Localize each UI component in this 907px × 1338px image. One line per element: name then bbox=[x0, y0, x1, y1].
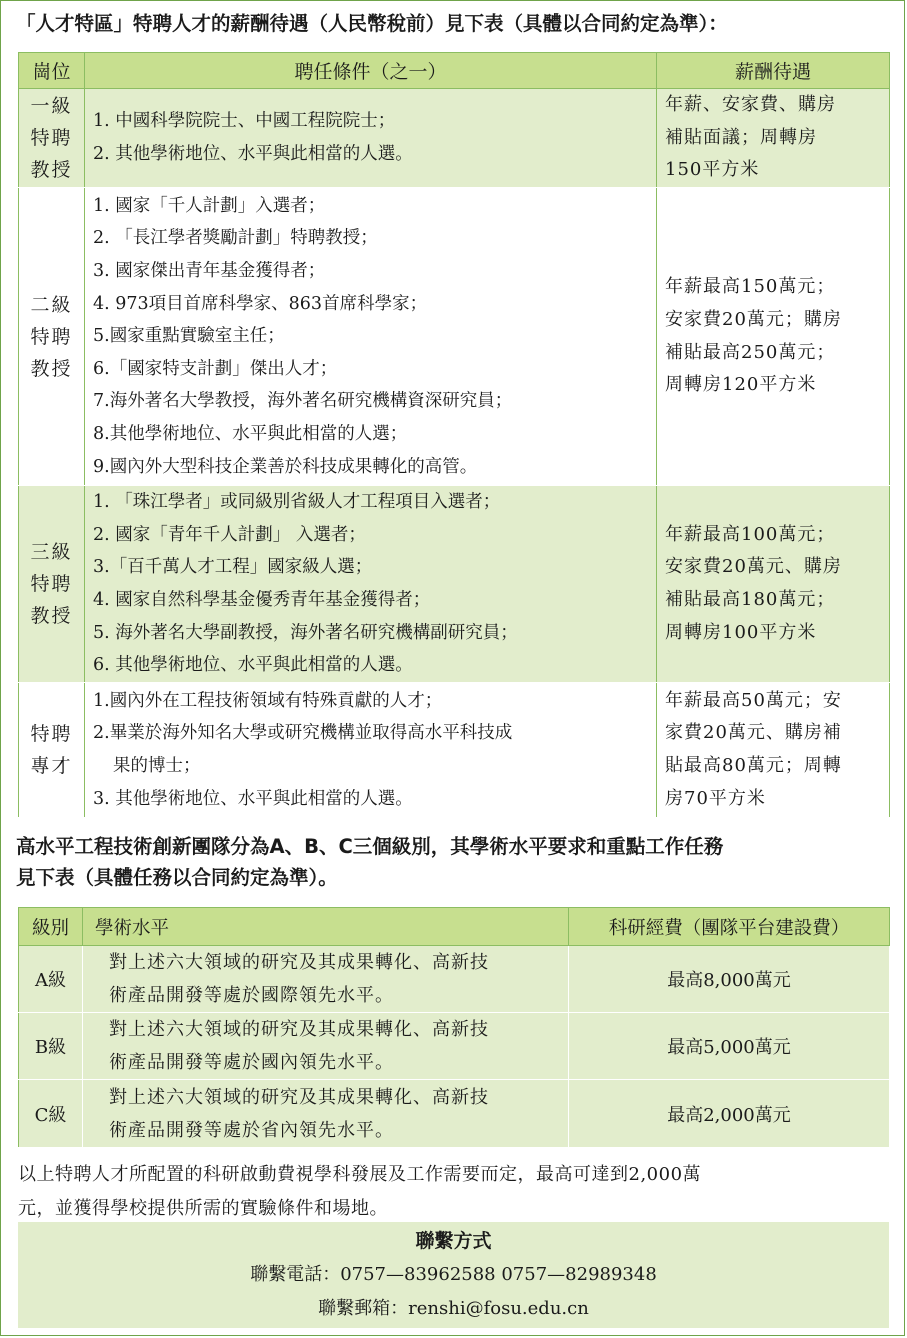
level-cell: B級 bbox=[19, 1013, 83, 1080]
position-line: 特聘 bbox=[30, 127, 73, 149]
contact-email[interactable]: 聯繫郵箱：renshi@fosu.edu.cn bbox=[318, 1298, 589, 1319]
academic-cell bbox=[83, 1080, 569, 1148]
condition-item: 1. 中國科學院院士、中國工程院院士； bbox=[93, 111, 396, 132]
position-line: 特聘 bbox=[30, 325, 73, 348]
condition-item: 1. 國家「千人計劃」入選者； bbox=[93, 195, 326, 216]
condition-item: 5.國家重點實驗室主任； bbox=[93, 326, 285, 347]
contact-title: 聯繫方式 bbox=[415, 1230, 492, 1252]
funding-cell: 最高8,000萬元 bbox=[569, 946, 890, 1013]
pay-line: 年薪最高50萬元；安 bbox=[665, 689, 842, 711]
condition-item: 6.「國家特支計劃」傑出人才； bbox=[93, 358, 338, 379]
condition-item: 8.其他學術地位、水平與此相當的人選； bbox=[93, 423, 408, 444]
pay-line: 年薪最高100萬元； bbox=[665, 523, 836, 545]
header-academic: 學術水平 bbox=[83, 908, 569, 946]
condition-item: 6. 其他學術地位、水平與此相當的人選。 bbox=[93, 655, 413, 676]
table-row bbox=[19, 188, 890, 486]
table-row bbox=[19, 1013, 890, 1080]
table-row bbox=[19, 946, 890, 1013]
table-row bbox=[19, 89, 890, 188]
conditions-cell bbox=[85, 486, 657, 683]
heading-line: 高水平工程技術創新團隊分為A、B、C三個級別，其學術水平要求和重點工作任務 bbox=[16, 835, 724, 858]
note-line: 以上特聘人才所配置的科研啟動費視學科發展及工作需要而定，最高可達到2,000萬 bbox=[18, 1164, 702, 1185]
pay-line: 150平方米 bbox=[665, 159, 760, 181]
academic-line: 對上述六大領域的研究及其成果轉化、高新技 bbox=[109, 1086, 489, 1108]
contact-phone: 聯繫電話：0757—83962588 0757—82989348 bbox=[250, 1264, 657, 1285]
pay-line: 年薪最高150萬元； bbox=[665, 276, 836, 298]
position-line: 教授 bbox=[30, 605, 73, 627]
academic-line: 術產品開發等處於國內領先水平。 bbox=[109, 1052, 394, 1073]
header-position: 崗位 bbox=[19, 53, 85, 89]
condition-item: 3. 國家傑出青年基金獲得者； bbox=[93, 261, 326, 282]
pay-line: 房70平方米 bbox=[665, 787, 766, 809]
level-cell: C級 bbox=[19, 1080, 83, 1148]
pay-line: 補貼面議；周轉房 bbox=[665, 126, 817, 148]
salary-table-heading: 「人才特區」特聘人才的薪酬待遇（人民幣稅前）見下表（具體以合同約定為準）： bbox=[16, 12, 728, 35]
pay-line: 周轉房100平方米 bbox=[665, 621, 817, 643]
pay-cell bbox=[657, 188, 890, 486]
table-row bbox=[19, 1080, 890, 1148]
header-conditions: 聘任條件（之一） bbox=[85, 53, 657, 89]
pay-cell bbox=[657, 683, 890, 818]
position-cell bbox=[19, 486, 85, 683]
condition-item: 9.國內外大型科技企業善於科技成果轉化的高管。 bbox=[93, 456, 478, 477]
pay-line: 貼最高80萬元；周轉 bbox=[665, 755, 842, 776]
position-cell bbox=[19, 683, 85, 818]
level-cell: A級 bbox=[19, 946, 83, 1013]
funding-cell: 最高2,000萬元 bbox=[569, 1080, 890, 1148]
note-line: 元，並獲得學校提供所需的實驗條件和場地。 bbox=[18, 1198, 388, 1219]
condition-item: 1. 「珠江學者」或同級別省級人才工程項目入選者； bbox=[93, 492, 501, 513]
academic-cell bbox=[83, 946, 569, 1013]
position-line: 一級 bbox=[30, 95, 73, 117]
condition-item: 5. 海外著名大學副教授，海外著名研究機構副研究員； bbox=[93, 622, 518, 643]
pay-line: 周轉房120平方米 bbox=[665, 374, 817, 396]
pay-line: 安家費20萬元、購房 bbox=[665, 556, 842, 578]
condition-item: 4. 國家自然科學基金優秀青年基金獲得者； bbox=[93, 590, 431, 610]
pay-line: 年薪、安家費、購房 bbox=[665, 94, 836, 116]
salary-table-header-row bbox=[19, 53, 890, 89]
conditions-cell bbox=[85, 683, 657, 818]
team-table-heading bbox=[16, 831, 896, 893]
team-table-header-row bbox=[19, 908, 890, 946]
condition-item: 2.畢業於海外知名大學或研究機構並取得高水平科技成 bbox=[93, 723, 513, 744]
condition-item: 4. 973項目首席科學家、863首席科學家； bbox=[93, 293, 428, 314]
header-level: 級別 bbox=[19, 908, 83, 946]
team-table bbox=[18, 907, 890, 1148]
condition-item: 果的博士； bbox=[113, 756, 201, 776]
position-line: 教授 bbox=[30, 159, 73, 181]
startup-funding-note bbox=[18, 1158, 892, 1226]
header-pay: 薪酬待遇 bbox=[657, 53, 890, 89]
academic-line: 術產品開發等處於省內領先水平。 bbox=[109, 1119, 394, 1141]
pay-cell bbox=[657, 89, 890, 188]
table-row bbox=[19, 683, 890, 818]
conditions-cell bbox=[85, 89, 657, 188]
academic-cell bbox=[83, 1013, 569, 1080]
condition-item: 7.海外著名大學教授，海外著名研究機構資深研究員； bbox=[93, 391, 513, 412]
pay-line: 補貼最高250萬元； bbox=[665, 341, 836, 363]
condition-item: 2. 「長江學者獎勵計劃」特聘教授； bbox=[93, 228, 378, 249]
heading-line: 見下表（具體任務以合同約定為準）。 bbox=[16, 866, 338, 889]
pay-line: 補貼最高180萬元； bbox=[665, 589, 836, 610]
position-line: 特聘 bbox=[30, 723, 73, 745]
academic-line: 對上述六大領域的研究及其成果轉化、高新技 bbox=[109, 952, 489, 973]
condition-item: 2. 國家「青年千人計劃」 入選者； bbox=[93, 524, 366, 545]
contact-box bbox=[18, 1222, 889, 1328]
pay-cell bbox=[657, 486, 890, 683]
pay-line: 安家費20萬元；購房 bbox=[665, 308, 842, 330]
position-line: 二級 bbox=[30, 293, 73, 316]
position-cell bbox=[19, 89, 85, 188]
conditions-cell bbox=[85, 188, 657, 486]
academic-line: 對上述六大領域的研究及其成果轉化、高新技 bbox=[109, 1019, 489, 1040]
position-line: 三級 bbox=[30, 541, 73, 563]
salary-table bbox=[18, 52, 890, 818]
position-cell bbox=[19, 188, 85, 486]
header-funding: 科研經費（團隊平台建設費） bbox=[569, 908, 890, 946]
condition-item: 3.「百千萬人才工程」國家級人選； bbox=[93, 557, 373, 578]
condition-item: 1.國內外在工程技術領域有特殊貢獻的人才； bbox=[93, 690, 443, 711]
position-line: 特聘 bbox=[30, 573, 73, 595]
condition-item: 3. 其他學術地位、水平與此相當的人選。 bbox=[93, 788, 413, 809]
academic-line: 術產品開發等處於國際領先水平。 bbox=[109, 985, 394, 1006]
position-line: 專才 bbox=[30, 755, 73, 777]
funding-cell: 最高5,000萬元 bbox=[569, 1013, 890, 1080]
position-line: 教授 bbox=[30, 357, 73, 380]
table-row bbox=[19, 486, 890, 683]
condition-item: 2. 其他學術地位、水平與此相當的人選。 bbox=[93, 144, 413, 164]
pay-line: 家費20萬元、購房補 bbox=[665, 722, 842, 744]
